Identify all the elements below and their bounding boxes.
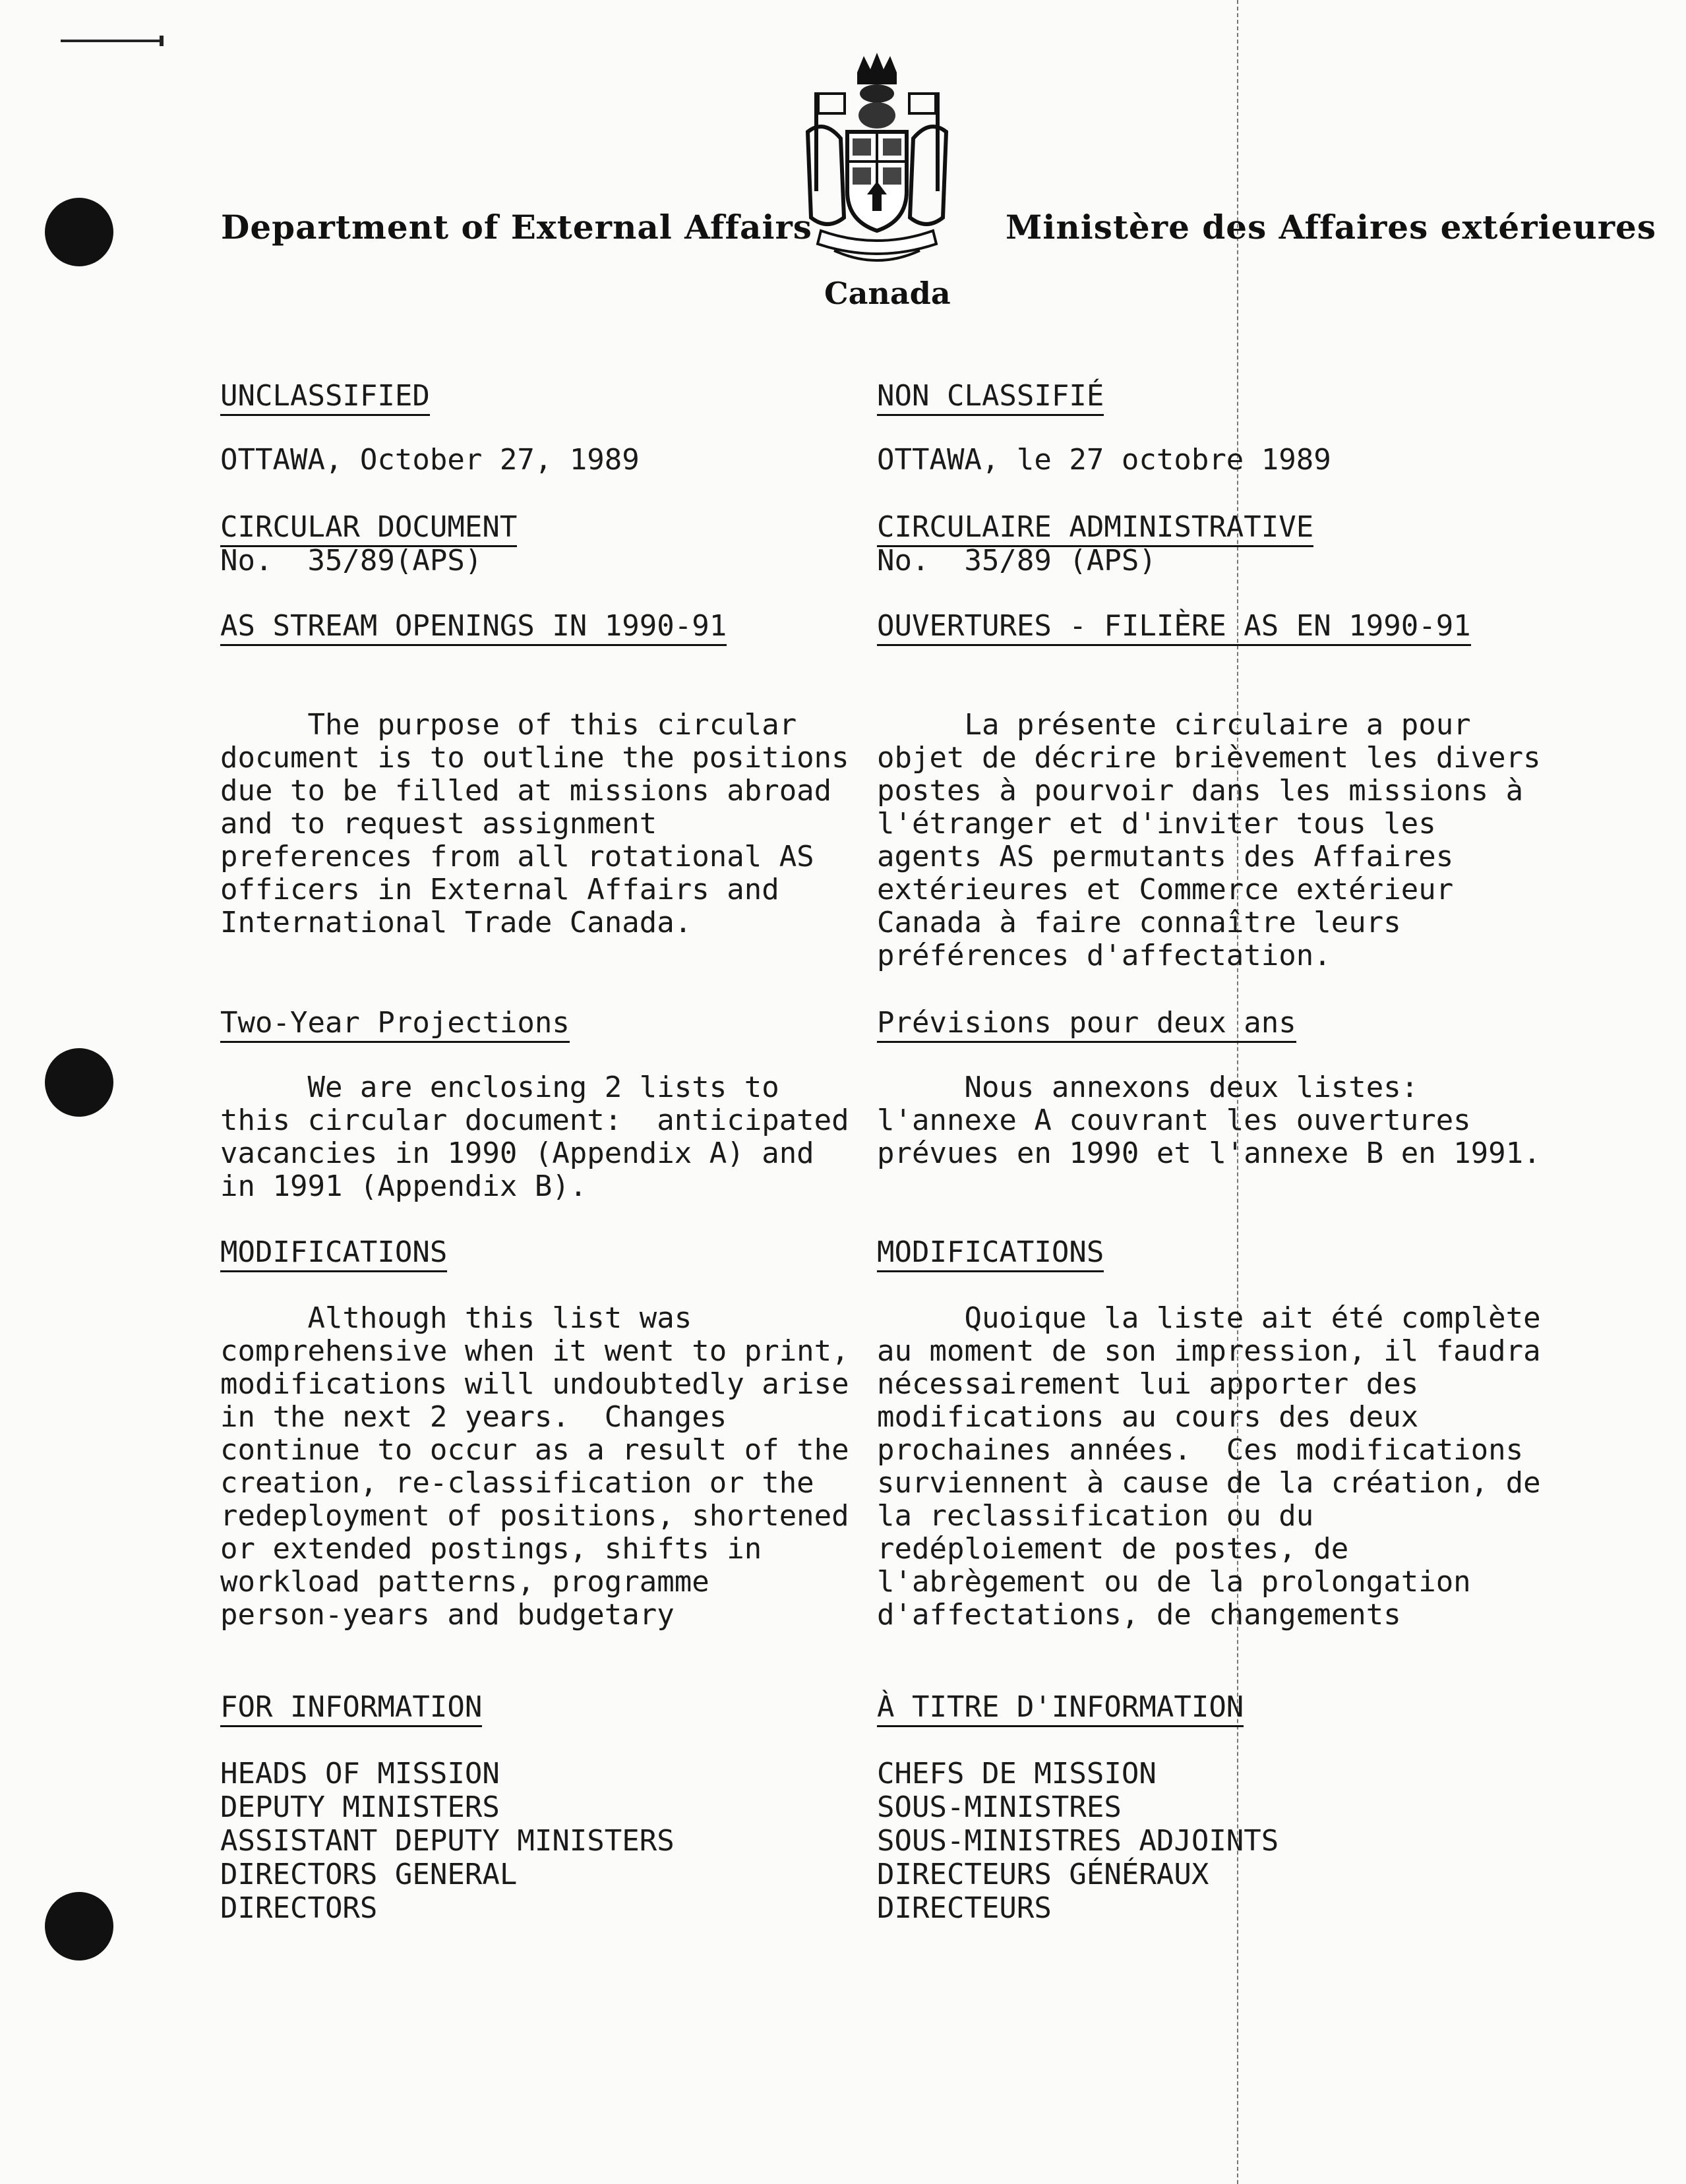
department-name-en: Department of External Affairs <box>221 208 812 247</box>
document-number-en: No. 35/89(APS) <box>220 544 483 577</box>
projections-paragraph-en: We are enclosing 2 lists to this circular document: anticipated vacancies in 1990 (Appendix A) and in 1991 (Appendix B). <box>220 1071 849 1203</box>
department-name-fr: Ministère des Affaires extérieures <box>1006 208 1657 247</box>
punch-hole-middle <box>45 1048 113 1117</box>
coat-of-arms-icon <box>795 53 959 270</box>
projections-paragraph-fr: Nous annexons deux listes: l'annexe A couvrant les ouvertures prévues en 1990 et l'annexe B en 1991. <box>877 1071 1541 1170</box>
heading-for-information-en: FOR INFORMATION <box>220 1690 482 1727</box>
intro-paragraph-fr: La présente circulaire a pour objet de décrire brièvement les divers postes à pourvoir dans les missions à l'étranger et d'inviter tous les agents AS permutants des Affaires extérieures et Commerce extérieur Canada à faire connaître leurs préférences d'affectation. <box>877 708 1541 972</box>
country-name: Canada <box>824 276 951 311</box>
document-type-en: CIRCULAR DOCUMENT <box>220 511 517 547</box>
punch-hole-top <box>45 198 113 266</box>
english-column <box>220 380 430 413</box>
heading-modifications-en: MODIFICATIONS <box>220 1235 447 1272</box>
intro-paragraph-en: The purpose of this circular document is to outline the positions due to be filled at missions abroad and to request assignment preferences from all rotational AS officers in External Affairs and International Trade Canada. <box>220 708 849 939</box>
document-type-fr: CIRCULAIRE ADMINISTRATIVE <box>877 511 1313 547</box>
dateline-en: OTTAWA, October 27, 1989 <box>220 443 640 477</box>
classification-en: UNCLASSIFIED <box>220 379 430 416</box>
scan-corner-mark <box>61 40 160 42</box>
punch-hole-bottom <box>45 1892 113 1961</box>
subject-en: AS STREAM OPENINGS IN 1990-91 <box>220 609 727 646</box>
distribution-list-en: HEADS OF MISSION DEPUTY MINISTERS ASSISTANT DEPUTY MINISTERS DIRECTORS GENERAL DIRECTORS <box>220 1757 675 1925</box>
dateline-fr: OTTAWA, le 27 octobre 1989 <box>877 443 1331 477</box>
heading-projections-fr: Prévisions pour deux ans <box>877 1006 1296 1043</box>
distribution-list-fr: CHEFS DE MISSION SOUS-MINISTRES SOUS-MINISTRES ADJOINTS DIRECTEURS GÉNÉRAUX DIRECTEURS <box>877 1757 1279 1925</box>
classification-fr: NON CLASSIFIÉ <box>877 379 1104 416</box>
heading-projections-en: Two-Year Projections <box>220 1006 570 1043</box>
heading-for-information-fr: À TITRE D'INFORMATION <box>877 1690 1244 1727</box>
modifications-paragraph-en: Although this list was comprehensive when it went to print, modifications will undoubtedly arise in the next 2 years. Changes continue to occur as a result of the creation, re-classification or the redeployment of positions, shortened or extended postings, shifts in workload patterns, programme person-years and budgetary <box>220 1301 849 1632</box>
document-number-fr: No. 35/89 (APS) <box>877 544 1157 577</box>
modifications-paragraph-fr: Quoique la liste ait été complète au moment de son impression, il faudra nécessairement lui apporter des modifications au cours des deux prochaines années. Ces modifications surviennent à cause de la création, de la reclassification ou du redéploiement de postes, de l'abrègement ou de la prolongation d'affectations, de changements <box>877 1301 1541 1632</box>
heading-modifications-fr: MODIFICATIONS <box>877 1235 1104 1272</box>
subject-fr: OUVERTURES - FILIÈRE AS EN 1990-91 <box>877 609 1471 646</box>
